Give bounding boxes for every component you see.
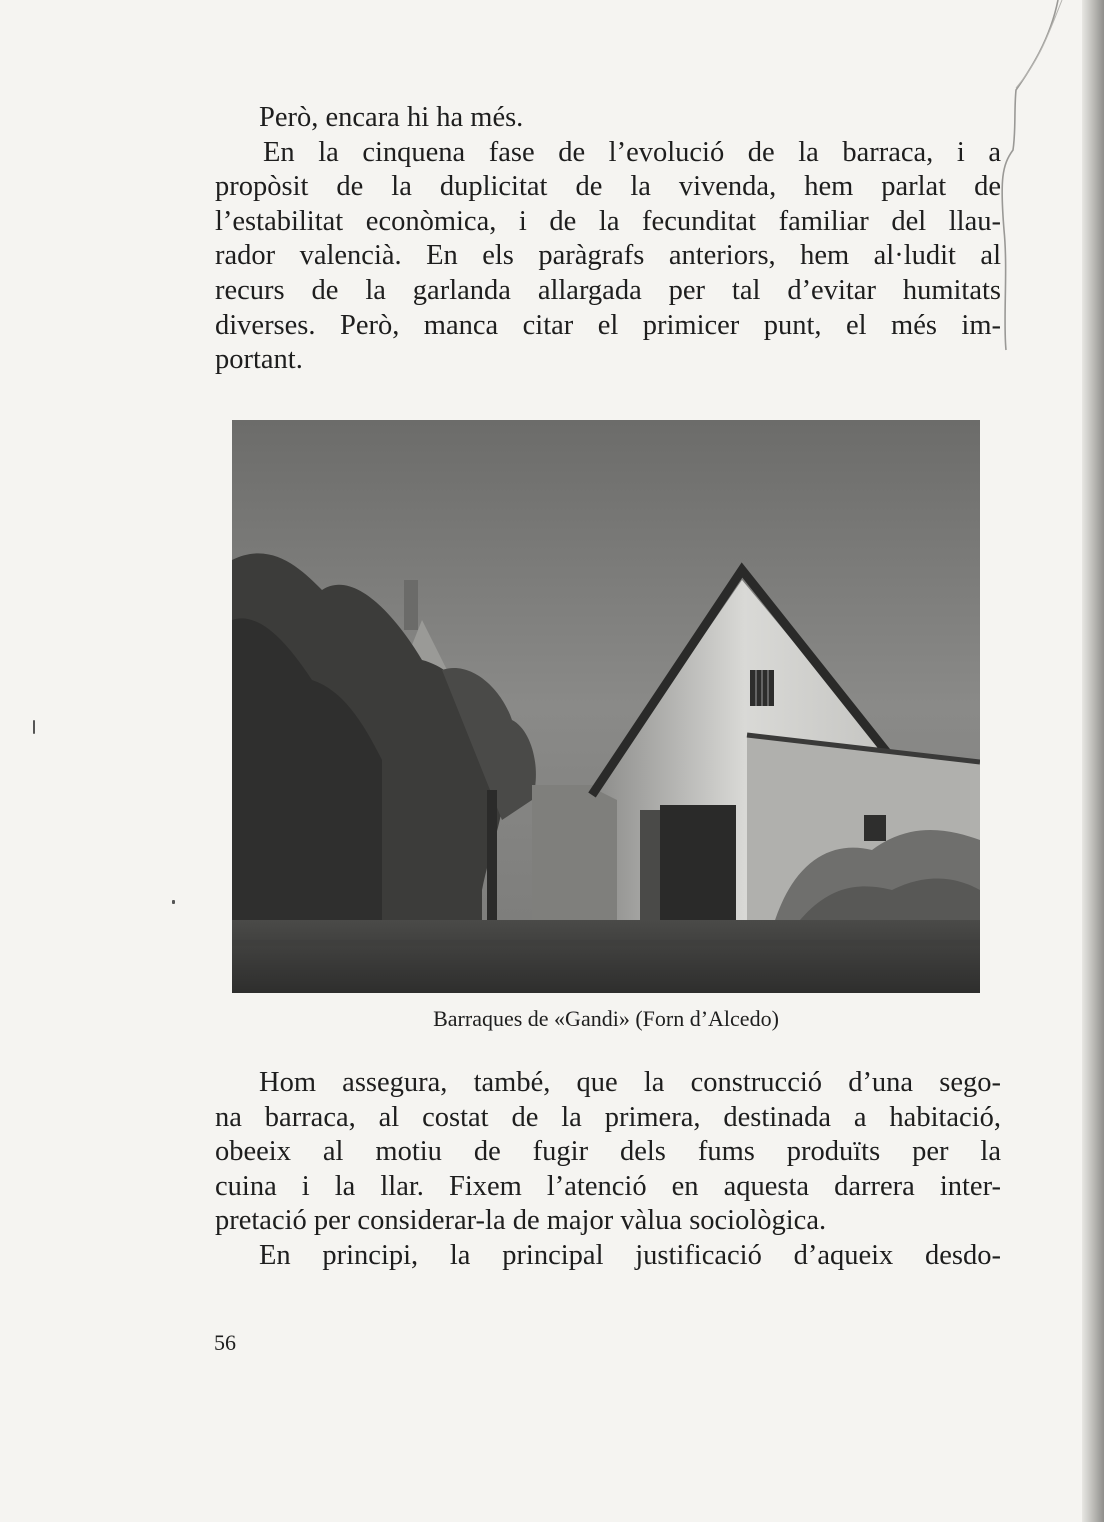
page-edge-shadow bbox=[1082, 0, 1104, 1522]
text-line: rador valencià. En els paràgrafs anteriors, hem al·ludit al bbox=[215, 240, 1001, 272]
text-line: cuina i la llar. Fixem l’atenció en aquesta darrera inter- bbox=[215, 1170, 1001, 1202]
text-line: Però, encara hi ha més. bbox=[259, 102, 524, 133]
paragraph-3 bbox=[215, 1066, 1001, 1239]
text-line: diverses. Però, manca citar el primicer punt, el més im- bbox=[215, 309, 1001, 341]
text-line: portant. bbox=[215, 344, 303, 376]
scan-speck bbox=[172, 900, 175, 904]
text-line: Hom assegura, també, que la construcció d’una sego- bbox=[259, 1067, 1001, 1098]
text-line: En la cinquena fase de l’evolució de la barraca, i a bbox=[263, 136, 1001, 168]
figure-photo-barraques bbox=[232, 420, 980, 993]
figure-caption: Barraques de «Gandi» (Forn d’Alcedo) bbox=[433, 1006, 779, 1031]
paragraph-1 bbox=[259, 101, 1001, 136]
top-text-block bbox=[215, 101, 1001, 378]
text-line: propòsit de la duplicitat de la vivenda, hem parlat de bbox=[215, 171, 1001, 203]
text-line: En principi, la principal justificació d’aqueix desdo- bbox=[259, 1239, 1001, 1271]
scan-speck bbox=[33, 720, 35, 734]
text-line: l’estabilitat econòmica, i de la fecunditat familiar del llau- bbox=[215, 205, 1001, 237]
text-line: recurs de la garlanda allargada per tal d’evitar humitats bbox=[215, 274, 1001, 306]
text-line: pretació per considerar-la de major vàlua sociològica. bbox=[215, 1205, 827, 1237]
text-line: na barraca, al costat de la primera, destinada a habitació, bbox=[215, 1101, 1001, 1133]
page-number: 56 bbox=[214, 1330, 236, 1355]
text-line: obeeix al motiu de fugir dels fums produïts per la bbox=[215, 1136, 1001, 1168]
paragraph-2 bbox=[215, 136, 1001, 378]
barraca-photo-illustration bbox=[232, 420, 980, 993]
paragraph-4 bbox=[215, 1239, 1001, 1274]
bottom-text-block bbox=[215, 1066, 1001, 1274]
